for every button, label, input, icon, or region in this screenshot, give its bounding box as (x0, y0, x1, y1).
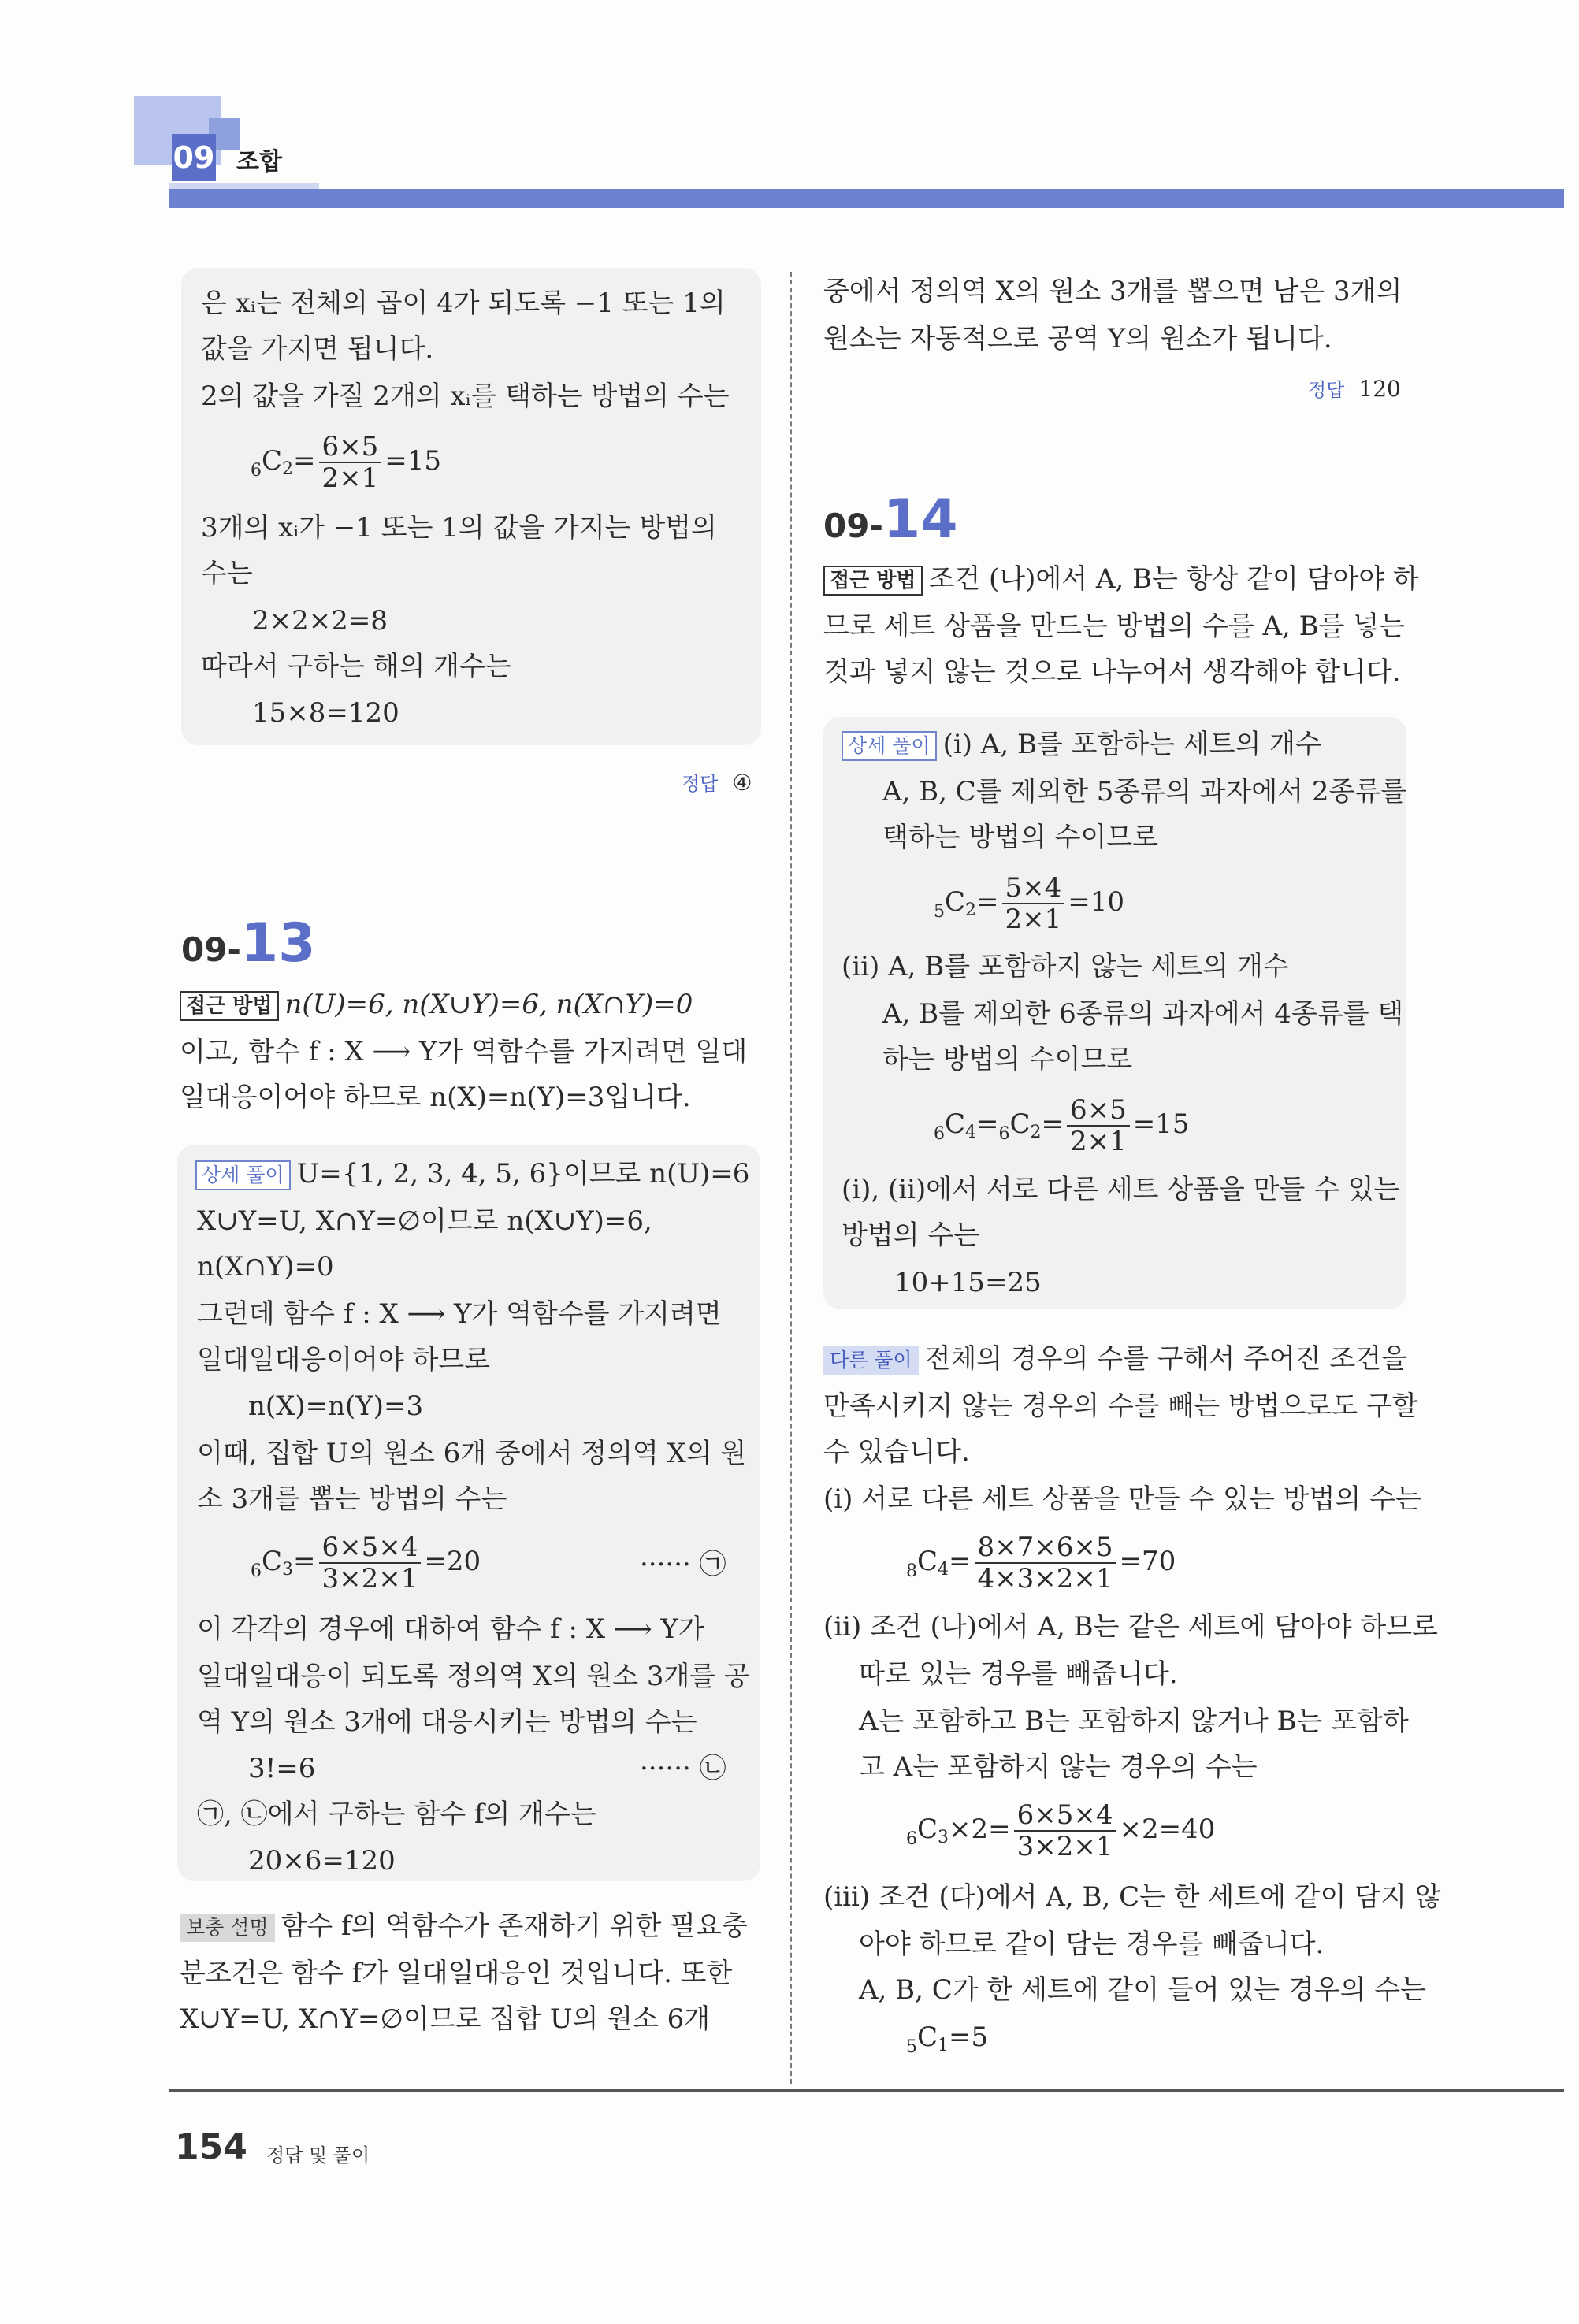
text-line: 일대일대응이 되도록 정의역 X의 원소 3개를 공 (197, 1661, 750, 1692)
formula-8c4: $_8C_4=$ $\frac{8\times 7\times 6\times 5}{4\times 3\times 2\times 1}$ =70 (906, 1531, 1176, 1595)
text-line: 일대일대응이어야 하므로 (197, 1344, 491, 1375)
text-line: 3!=6 (248, 1753, 316, 1784)
page-label: 정답 및 풀이 (266, 2144, 370, 2166)
approach-tag: 접근 방법 (180, 991, 279, 1021)
text-line: 일대응이어야 하므로 n(X)=n(Y)=3입니다. (180, 1082, 691, 1113)
text-line: 것과 넣지 않는 것으로 나누어서 생각해야 합니다. (823, 656, 1401, 688)
text-line: ㉠, ㉡에서 구하는 함수 f의 개수는 (197, 1799, 596, 1830)
detail-tag: 상세 풀이 (842, 731, 937, 761)
text-line: 택하는 방법의 수이므로 (882, 822, 1159, 853)
supplement-13-first: 보충 설명 함수 f의 역함수가 존재하기 위한 필요충 (180, 1910, 748, 1942)
text-line: (ⅰ) 서로 다른 세트 상품을 만들 수 있는 방법의 수는 (823, 1483, 1421, 1515)
detail-13-first: 상세 풀이 U={1, 2, 3, 4, 5, 6}이므로 n(U)=6 (195, 1158, 749, 1190)
text-line: 10+15=25 (894, 1267, 1042, 1298)
text-line: X∪Y=U, X∩Y=∅이므로 n(X∪Y)=6, (197, 1205, 652, 1237)
column-divider (790, 272, 792, 2084)
text-line: n(X)=n(Y)=3 (248, 1390, 424, 1422)
text-line: 은 xᵢ는 전체의 곱이 4가 되도록 −1 또는 1의 (201, 288, 726, 319)
text-line: 아야 하므로 같이 담는 경우를 빼줍니다. (859, 1929, 1325, 1960)
text-line: 중에서 정의역 X의 원소 3개를 뽑으면 남은 3개의 (823, 276, 1403, 307)
formula-6c2: $_6C_2=$ $\frac{6\times 5}{2\times 1}$ =15 (251, 431, 442, 494)
text-line: 방법의 수는 (842, 1220, 980, 1251)
supplement-tag: 보충 설명 (180, 1914, 275, 1942)
text-line: A는 포함하고 B는 포함하지 않거나 B는 포함하 (859, 1706, 1409, 1737)
text-line: 따라서 구하는 해의 개수는 (201, 651, 511, 682)
mark-2: ······ ㉡ (640, 1753, 726, 1784)
text-line: (ⅰ), (ⅱ)에서 서로 다른 세트 상품을 만들 수 있는 (842, 1174, 1400, 1205)
detail-tag: 상세 풀이 (195, 1160, 291, 1190)
problem-14-heading: 09-14 (823, 488, 958, 551)
text-line: 2×2×2=8 (252, 605, 388, 637)
text-line: 만족시키지 않는 경우의 수를 빼는 방법으로도 구할 (823, 1390, 1418, 1422)
text-line: 수 있습니다. (823, 1436, 970, 1468)
chapter-number: 09 (172, 134, 216, 181)
text-line: 소 3개를 뽑는 방법의 수는 (197, 1483, 507, 1515)
text-line: 역 Y의 원소 3개에 대응시키는 방법의 수는 (197, 1706, 697, 1738)
text-line: 원소는 자동적으로 공역 Y의 원소가 됩니다. (823, 323, 1332, 355)
text-line: A, B, C를 제외한 5종류의 과자에서 2종류를 (882, 776, 1407, 807)
formula-5c2: $_5C_2=$ $\frac{5\times 4}{2\times 1}$ =10 (934, 872, 1125, 935)
text-line: A, B, C가 한 세트에 같이 들어 있는 경우의 수는 (859, 1974, 1426, 2006)
text-line: 분조건은 함수 f가 일대일대응인 것입니다. 또한 (180, 1958, 733, 1989)
header-bar (169, 189, 1564, 208)
text-line: 수는 (201, 558, 253, 589)
text-line: (ⅲ) 조건 (다)에서 A, B, C는 한 세트에 같이 담지 않 (823, 1881, 1441, 1913)
problem-13-heading: 09-13 (181, 912, 316, 975)
answer-label: 정답 (682, 773, 719, 795)
text-line: 15×8=120 (252, 697, 399, 729)
answer-1: 정답 ④ (682, 770, 752, 796)
detail-14-first: 상세 풀이 (ⅰ) A, B를 포함하는 세트의 개수 (842, 729, 1321, 761)
chapter-title: 조합 (236, 148, 282, 176)
text-line: A, B를 제외한 6종류의 과자에서 4종류를 택 (882, 998, 1404, 1030)
text-line: 20×6=120 (248, 1845, 396, 1877)
text-line: 이 각각의 경우에 대하여 함수 f : X ⟶ Y가 (197, 1613, 704, 1645)
text-line: 그런데 함수 f : X ⟶ Y가 역함수를 가지려면 (197, 1298, 722, 1330)
text-line: n(X∩Y)=0 (197, 1251, 334, 1283)
formula-5c1: $_5C_1=5$ (906, 2021, 989, 2057)
approach-13-line: 접근 방법 n(U)=6, n(X∪Y)=6, n(X∩Y)=0 (180, 989, 693, 1021)
text-line: 2의 값을 가질 2개의 xᵢ를 택하는 방법의 수는 (201, 381, 730, 412)
alt-tag: 다른 풀이 (823, 1346, 919, 1375)
text-line: (ⅱ) A, B를 포함하지 않는 세트의 개수 (842, 951, 1289, 982)
answer-2: 정답 120 (1308, 376, 1401, 402)
formula-6c3: $_6C_3=$ $\frac{6\times 5\times 4}{3\times 2\times 1}$ =20 (251, 1531, 481, 1595)
page-number: 154 (175, 2127, 247, 2167)
text-line: 이때, 집합 U의 원소 6개 중에서 정의역 X의 원 (197, 1438, 747, 1469)
text-line: 이고, 함수 f : X ⟶ Y가 역함수를 가지려면 일대 (180, 1036, 748, 1067)
approach-14-line: 접근 방법 조건 (나)에서 A, B는 항상 같이 담아야 하 (823, 563, 1419, 596)
text-line: X∪Y=U, X∩Y=∅이므로 집합 U의 원소 6개 (180, 2003, 711, 2035)
text-line: 따로 있는 경우를 빼줍니다. (859, 1658, 1178, 1690)
mark-1: ······ ㉠ (640, 1549, 726, 1580)
text-line: 3개의 xᵢ가 −1 또는 1의 값을 가지는 방법의 (201, 512, 717, 544)
text-line: 고 A는 포함하지 않는 경우의 수는 (859, 1751, 1258, 1783)
text-line: 므로 세트 상품을 만드는 방법의 수를 A, B를 넣는 (823, 611, 1405, 642)
text-line: 하는 방법의 수이므로 (882, 1044, 1133, 1075)
text-line: 값을 가지면 됩니다. (201, 333, 434, 365)
alt-14-first: 다른 풀이 전체의 경우의 수를 구해서 주어진 조건을 (823, 1343, 1407, 1375)
approach-tag: 접근 방법 (823, 566, 923, 596)
answer-label: 정답 (1308, 379, 1345, 401)
footer-rule (169, 2089, 1564, 2092)
text-line: (ⅱ) 조건 (나)에서 A, B는 같은 세트에 담아야 하므로 (823, 1611, 1438, 1643)
formula-6c3x2: $_6C_3\times 2=$ $\frac{6\times 5\times 4}{3\times 2\times 1}$ ×2=40 (906, 1799, 1216, 1862)
formula-6c4: $_6C_4=_6C_2=$ $\frac{6\times 5}{2\times 1}$ =15 (934, 1094, 1190, 1157)
